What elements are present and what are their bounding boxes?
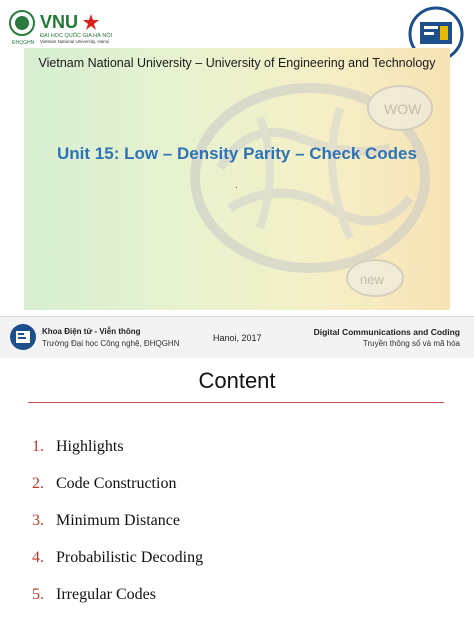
slide-footer xyxy=(0,316,474,359)
svg-text:ĐẠI HỌC QUỐC GIA HÀ NỘI: ĐẠI HỌC QUỐC GIA HÀ NỘI xyxy=(40,33,113,39)
svg-text:VNU: VNU xyxy=(40,12,79,32)
slide-title: Unit 15: Low – Density Parity – Check Codes xyxy=(57,144,417,163)
course-name: Digital Communications and Coding xyxy=(313,327,460,337)
dot-mark: . xyxy=(235,180,238,191)
faculty-footer-logo xyxy=(8,322,38,352)
svg-text:ĐHQGHN: ĐHQGHN xyxy=(12,40,35,46)
content-slide xyxy=(0,358,474,632)
banner xyxy=(24,48,450,310)
list-item: 5. Irregular Codes xyxy=(32,586,156,603)
list-item: 1. Highlights xyxy=(32,438,124,455)
list-item: 4. Probabilistic Decoding xyxy=(32,549,204,566)
university-name: Vietnam National University – University of Engineering and Technology xyxy=(38,56,436,70)
content-title: Content xyxy=(198,368,276,393)
list-item: 3. Minimum Distance xyxy=(32,512,180,529)
svg-text:WOW: WOW xyxy=(384,101,422,117)
svg-text:new: new xyxy=(360,272,384,287)
list-item: 2. Code Construction xyxy=(32,475,177,492)
brain-illustration xyxy=(160,58,450,308)
content-list xyxy=(32,438,203,623)
school-name: Trường Đại học Công nghệ, ĐHQGHN xyxy=(42,339,180,348)
title-rule xyxy=(28,402,444,403)
vnu-logo xyxy=(8,6,128,46)
svg-text:Vietnam National University, H: Vietnam National University, Hanoi xyxy=(40,39,110,44)
faculty-name: Khoa Điện tử - Viễn thông xyxy=(42,327,141,336)
date-location: Hanoi, 2017 xyxy=(213,333,262,343)
course-name-vi: Truyền thông số và mã hóa xyxy=(362,339,460,348)
